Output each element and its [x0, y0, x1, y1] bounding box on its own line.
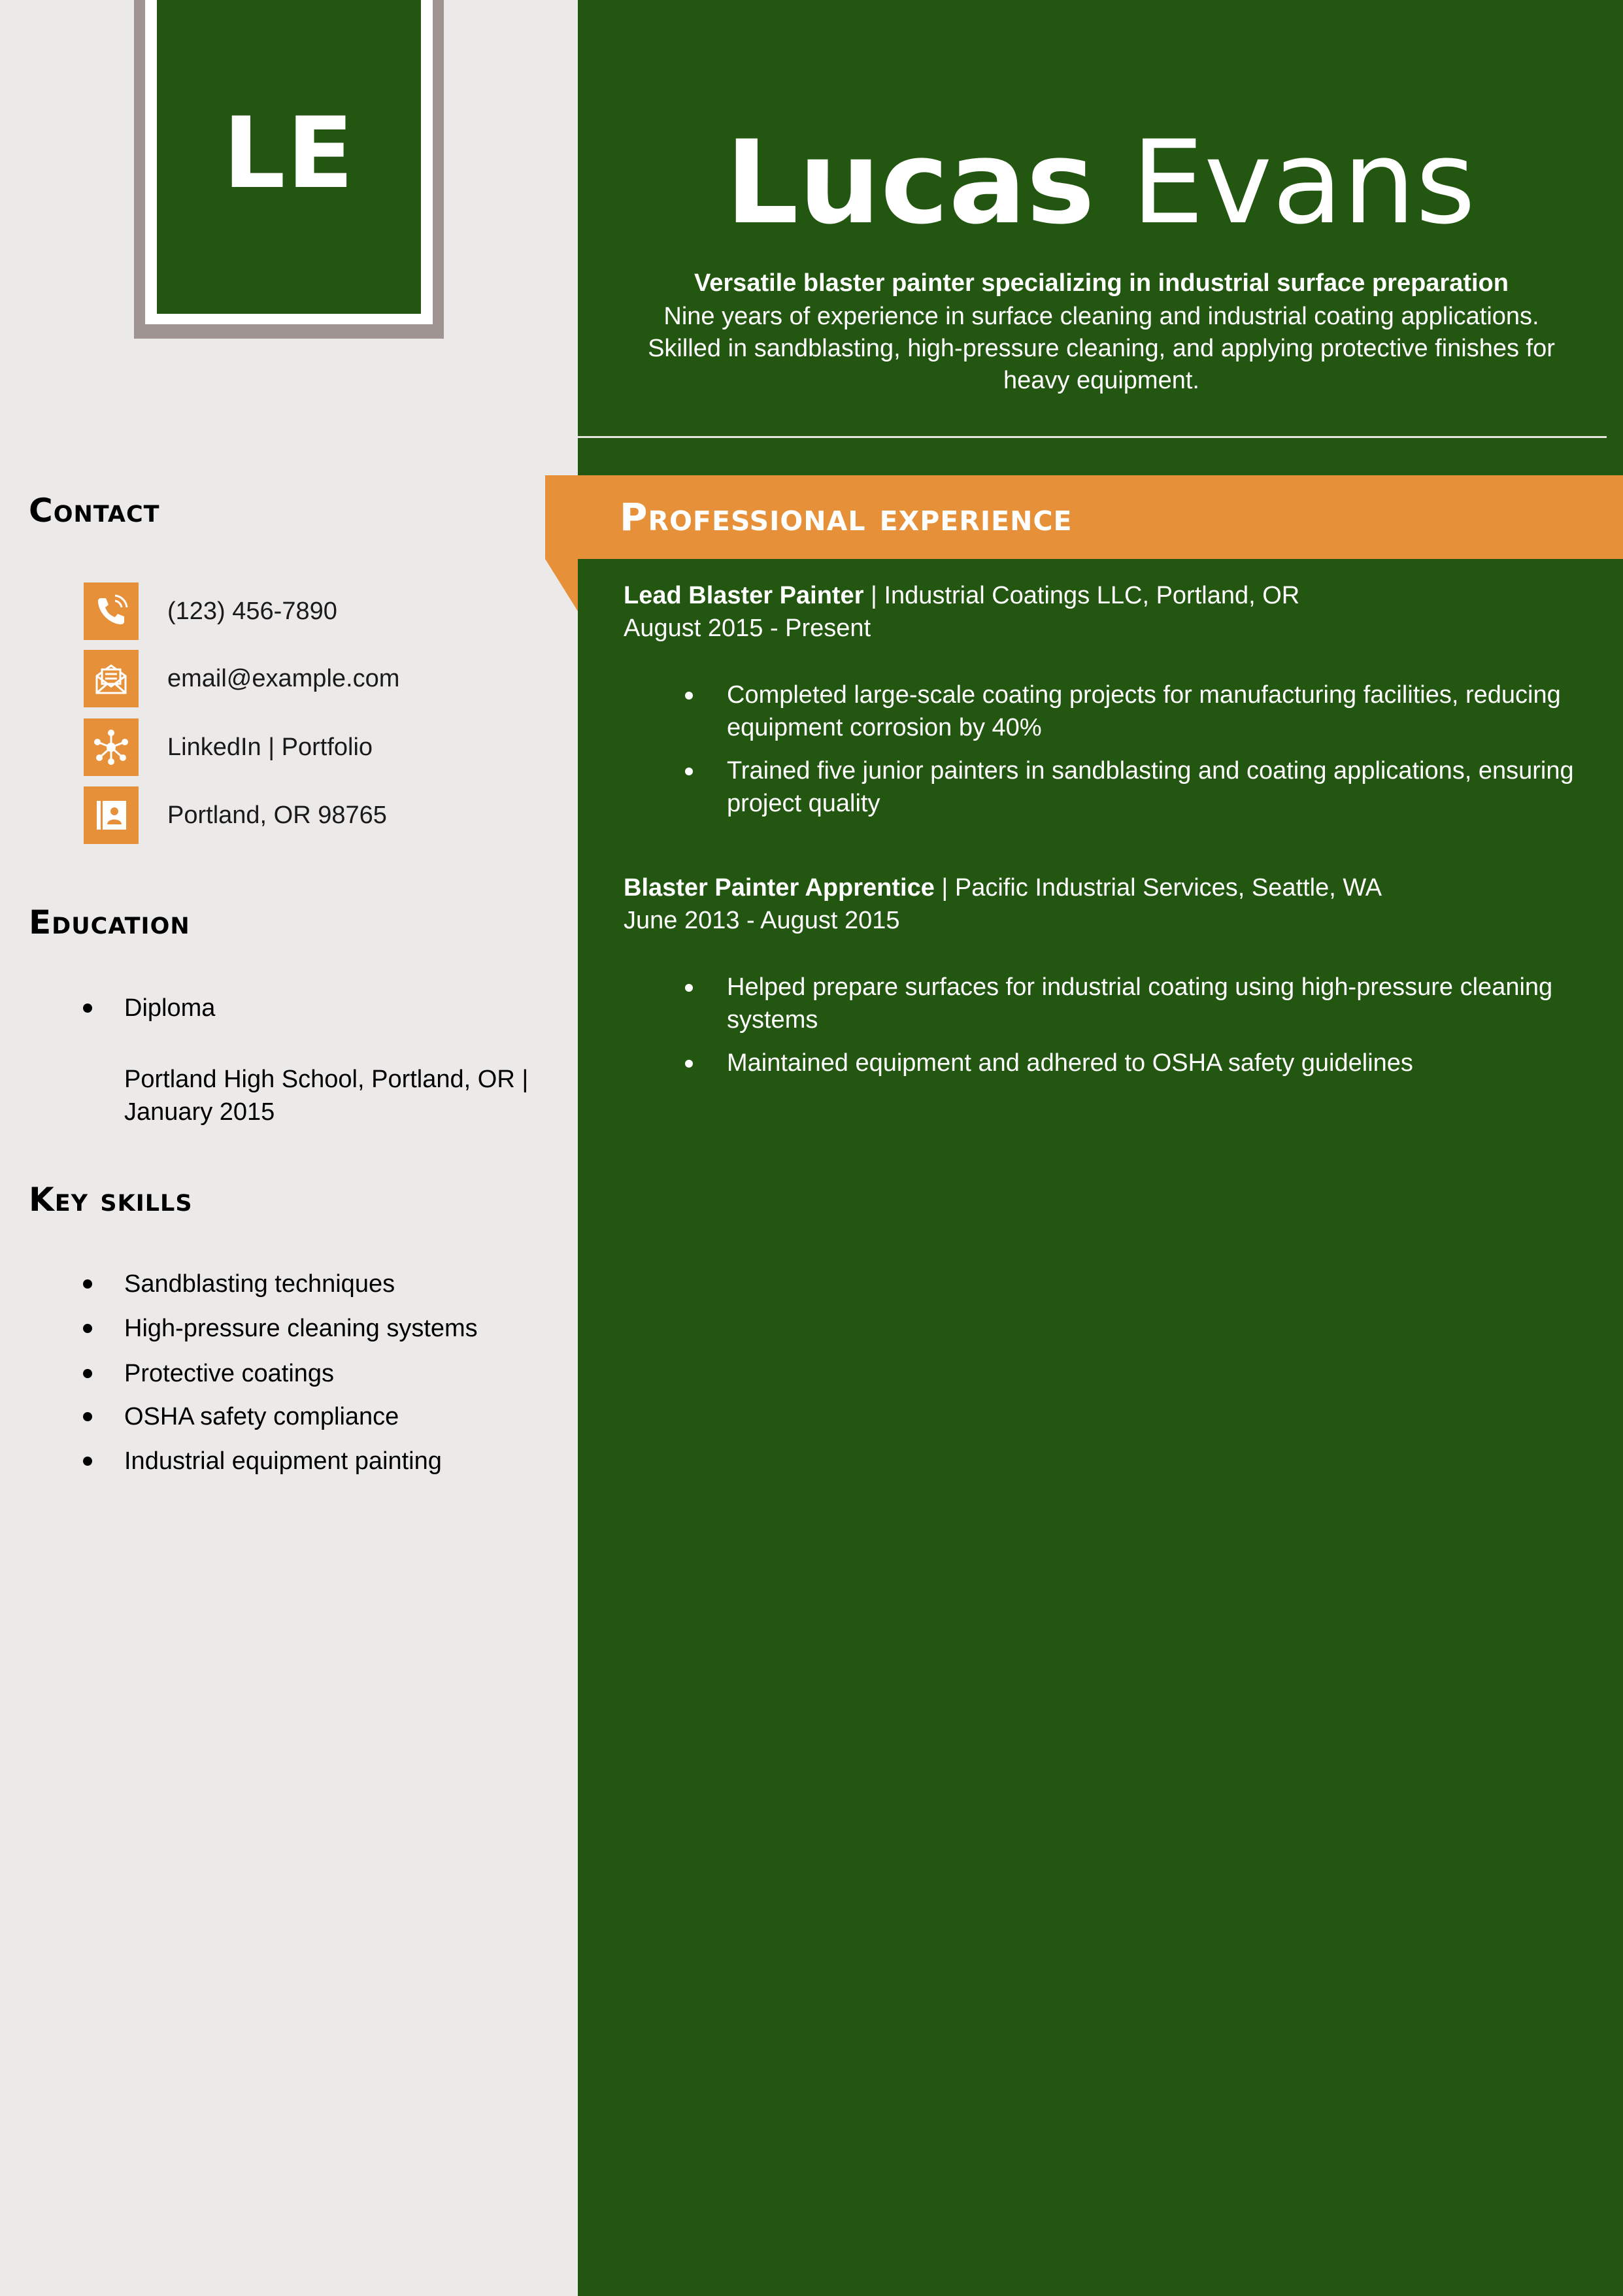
contact-links-text[interactable]: LinkedIn | Portfolio [167, 733, 373, 761]
job-title: Blaster Painter Apprentice [624, 874, 935, 902]
skills-heading: Key skills [29, 1181, 193, 1219]
sidebar [0, 0, 578, 2296]
job-title: Lead Blaster Painter [624, 582, 864, 609]
job-title-line [624, 579, 1299, 612]
job-bullet: Trained five junior painters in sandblasting and coating applications, ensuring project quality [727, 757, 1574, 817]
bullet-dot [685, 984, 693, 992]
skill-item: OSHA safety compliance [124, 1403, 399, 1430]
bullet-dot [685, 768, 693, 775]
address-book-icon [84, 786, 139, 844]
job-dates: August 2015 - Present [624, 615, 871, 642]
skill-item: Industrial equipment painting [124, 1447, 442, 1475]
contact-phone-text: (123) 456-7890 [167, 597, 337, 625]
education-degree: Diploma [124, 994, 216, 1022]
education-heading: Education [29, 903, 190, 941]
job-bullet: Completed large-scale coating projects for manufacturing facilities, reducing equipment corrosion by 40% [727, 681, 1561, 741]
job-company: | Industrial Coatings LLC, Portland, OR [863, 582, 1300, 609]
bullet-dot [685, 1060, 693, 1068]
bullet-dot [83, 1369, 92, 1378]
contact-phone [84, 582, 567, 640]
contact-heading: Contact [29, 492, 160, 530]
contact-links [84, 718, 567, 776]
monogram-box [157, 0, 421, 314]
contact-email-text: email@example.com [167, 664, 400, 692]
first-name: Lucas [725, 116, 1095, 250]
bullet-dot [83, 1004, 92, 1013]
job-bullet: Maintained equipment and adhered to OSHA safety guidelines [727, 1049, 1413, 1077]
headline: Versatile blaster painter specializing in industrial surface preparation [694, 269, 1509, 297]
experience-heading: Professional experience [620, 495, 1073, 539]
job-company: | Pacific Industrial Services, Seattle, WA [934, 874, 1382, 902]
contact-address-text: Portland, OR 98765 [167, 801, 387, 829]
network-icon [84, 718, 139, 776]
phone-icon [84, 582, 139, 640]
bullet-dot [685, 692, 693, 700]
job-dates: June 2013 - August 2015 [624, 907, 900, 934]
bullet-dot [83, 1457, 92, 1466]
education-detail: Portland High School, Portland, OR | January 2015 [124, 1066, 529, 1126]
summary: Nine years of experience in surface cleaning and industrial coating applications. Skilled in sandblasting, high-pressure cleaning, and applying protective finishes for heavy equipment. [648, 303, 1555, 394]
job-bullet: Helped prepare surfaces for industrial coating using high-pressure cleaning systems [727, 973, 1553, 1034]
contact-email [84, 650, 567, 707]
bullet-dot [83, 1324, 92, 1333]
bullet-dot [83, 1279, 92, 1289]
skill-item: Protective coatings [124, 1360, 335, 1387]
email-icon [84, 650, 139, 707]
skill-item: High-pressure cleaning systems [124, 1315, 478, 1342]
header-divider [578, 436, 1607, 438]
job-title-line [624, 871, 1382, 904]
last-name: Evans [1131, 116, 1476, 250]
monogram: LE [222, 97, 356, 211]
skill-item: Sandblasting techniques [124, 1270, 395, 1298]
bullet-dot [83, 1412, 92, 1421]
contact-address [84, 786, 567, 844]
candidate-name [578, 118, 1623, 248]
